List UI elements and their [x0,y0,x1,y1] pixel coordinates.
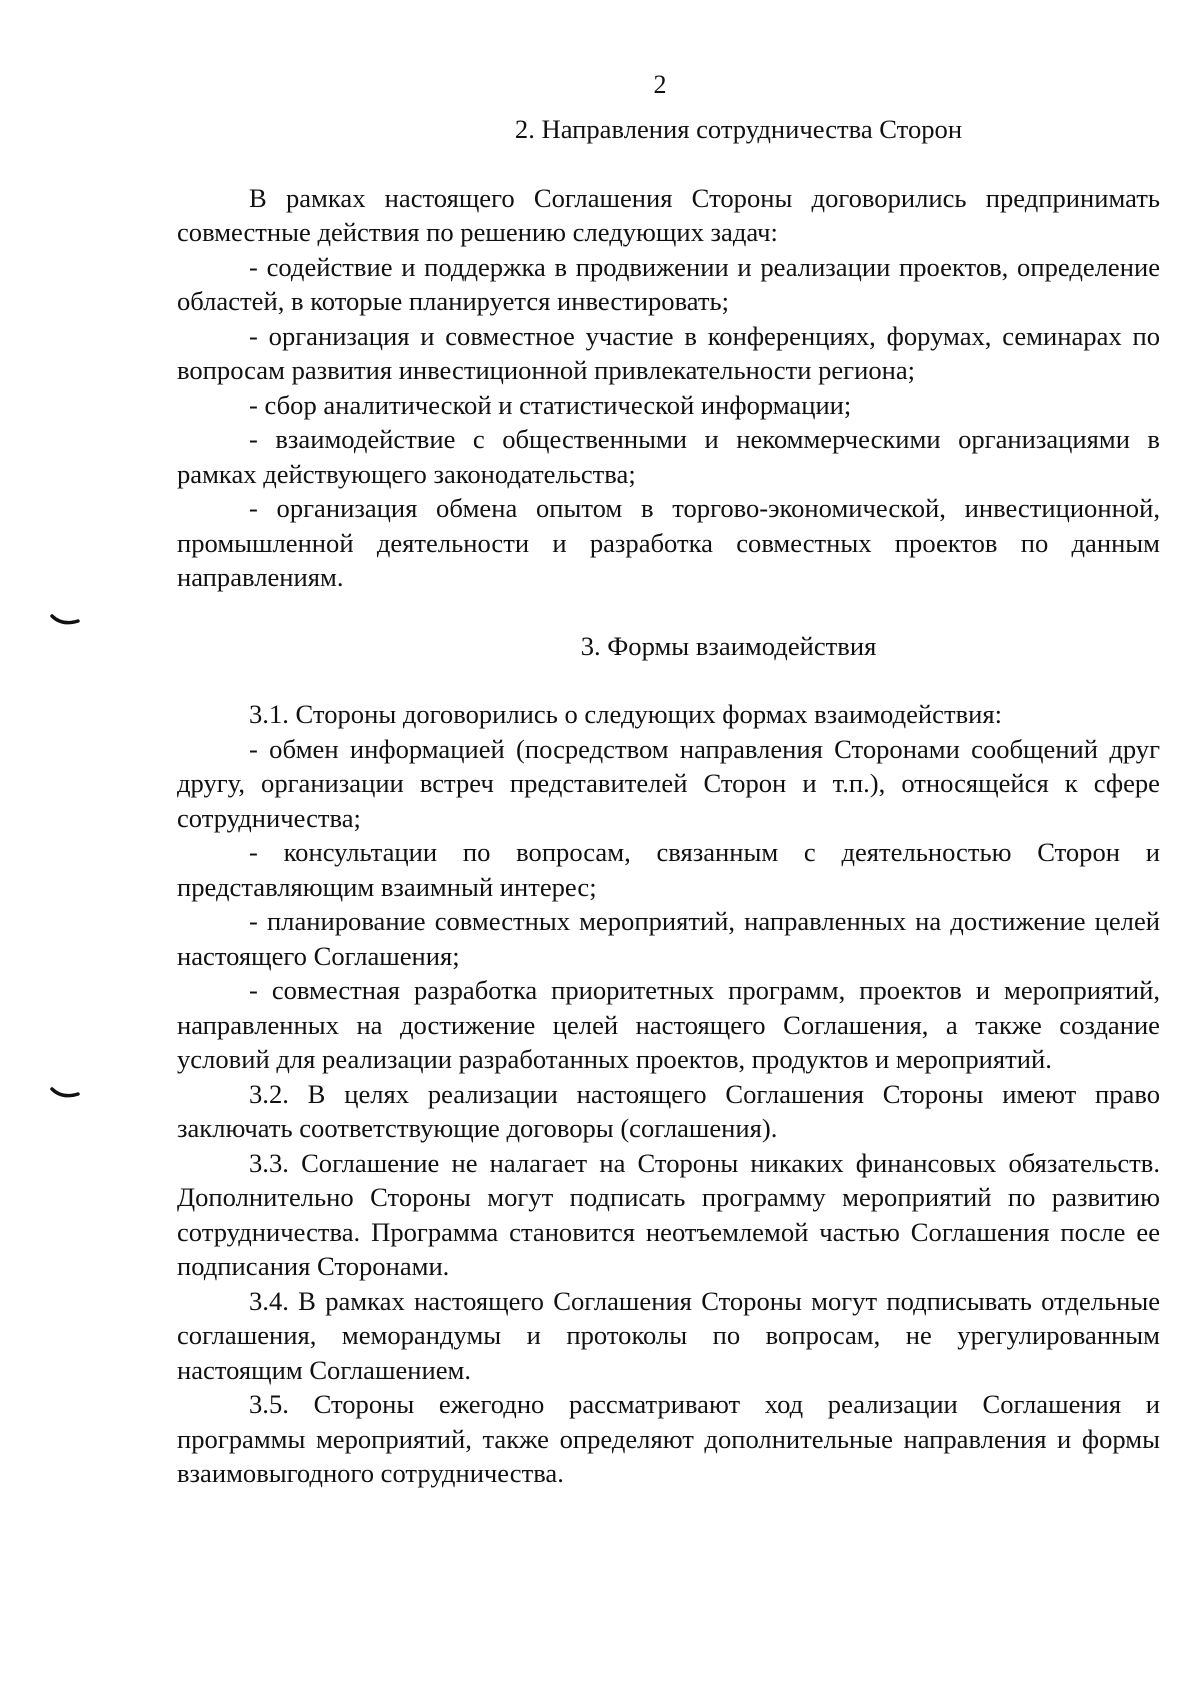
list-item: - сбор аналитической и статистической информации; [249,389,852,420]
paragraph: 3.5. Стороны ежегодно рассматривают ход реализации Соглашения и программы мероприятий, также определяют дополнительные направления и формы взаимовыгодного сотрудничества. [177,1389,1160,1488]
list-item: - содействие и поддержка в продвижении и реализации проектов, определение областей, в которые планируется инвестировать; [177,251,1160,316]
list-item: - организация и совместное участие в конференциях, форумах, семинарах по вопросам развития инвестиционной привлекательности региона; [177,320,1160,385]
margin-mark-icon [50,1085,80,1101]
page-number: 2 [653,70,667,99]
list-item: - планирование совместных мероприятий, направленных на достижение целей настоящего Соглашения; [177,906,1160,971]
list-item: - взаимодействие с общественными и некоммерческими организациями в рамках действующего законодательства; [177,424,1160,489]
list-item: - консультации по вопросам, связанным с деятельностью Сторон и представляющим взаимный интерес; [177,837,1160,902]
section-heading: 3. Формы взаимодействия [580,630,877,661]
paragraph: 3.3. Соглашение не налагает на Стороны никаких финансовых обязательств. Дополнительно Стороны могут подписать программу мероприятий по развитию сотрудничества. Программа становится неотъемлемой частью Соглашения после ее подписания Сторонами. [177,1147,1160,1281]
paragraph: 3.1. Стороны договорились о следующих формах взаимодействия: [249,699,1002,729]
paragraph: 3.2. В целях реализации настоящего Соглашения Стороны имеют право заключать соответствующие договоры (соглашения). [177,1078,1160,1143]
list-item: - обмен информацией (посредством направления Сторонами сообщений друг другу, организации встреч представителей Сторон и т.п.), относящейся к сфере сотрудничества; [177,733,1160,833]
paragraph: В рамках настоящего Соглашения Стороны договорились предпринимать совместные действия по решению следующих задач: [177,182,1160,247]
list-item: - организация обмена опытом в торгово-экономической, инвестиционной, промышленной деятельности и разработка совместных проектов по данным направлениям. [177,493,1160,592]
document-body [177,112,1160,1491]
paragraph: 3.4. В рамках настоящего Соглашения Стороны могут подписывать отдельные соглашения, меморандумы и протоколы по вопросам, не урегулированным настоящим Соглашением. [177,1285,1160,1385]
margin-mark-icon [50,612,80,628]
list-item: - совместная разработка приоритетных программ, проектов и мероприятий, направленных на достижение целей настоящего Соглашения, а также создание условий для реализации разработанных проектов, продуктов и мероприятий. [177,975,1160,1074]
section-heading: 2. Направления сотрудничества Сторон [514,114,963,144]
